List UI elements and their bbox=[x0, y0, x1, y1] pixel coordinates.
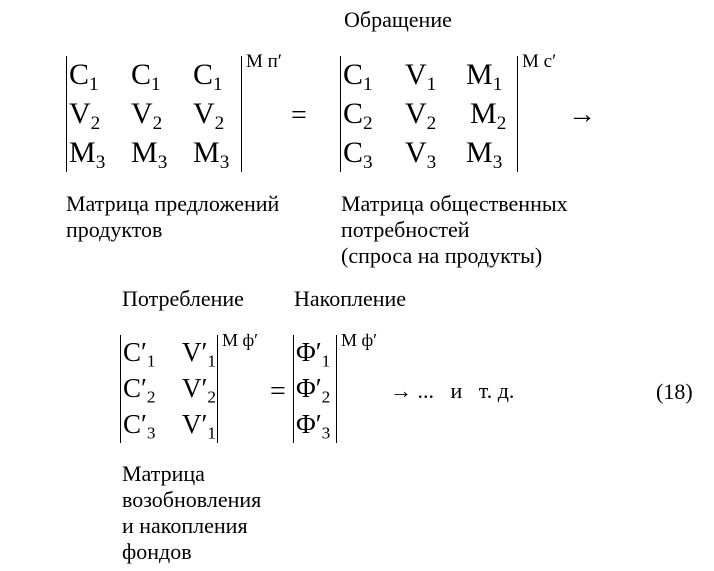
renewal-matrix-caption-line: Матрица bbox=[122, 461, 205, 486]
accumulation-matrix-superscript: М ф′ bbox=[341, 330, 378, 350]
circulation-heading: Обращение bbox=[344, 7, 452, 32]
matrix-cell: $M_3$ bbox=[131, 136, 168, 174]
matrix-cell: $V_2$ bbox=[131, 97, 163, 135]
matrix-cell: $C'_1$ bbox=[123, 337, 156, 371]
continuation-text: → ... и т. д. bbox=[390, 378, 515, 403]
renewal-matrix-right-bar bbox=[217, 335, 218, 443]
consumption-heading: Потребление bbox=[122, 286, 244, 311]
renewal-matrix-caption-line: возобновления bbox=[122, 487, 262, 512]
supply-matrix bbox=[66, 56, 242, 172]
equation-number: (18) bbox=[656, 379, 693, 404]
matrix-cell: $C_1$ bbox=[69, 58, 99, 96]
supply-matrix-superscript: М п′ bbox=[246, 51, 282, 72]
demand-matrix-left-bar bbox=[340, 56, 341, 172]
equals-sign: = bbox=[291, 100, 307, 131]
matrix-cell: $C_1$ bbox=[131, 58, 161, 96]
matrix-cell: $\Phi'_3$ bbox=[296, 409, 331, 443]
matrix-cell: $M_1$ bbox=[466, 58, 503, 96]
demand-matrix-caption-line: Матрица общественных bbox=[341, 191, 568, 216]
matrix-cell: $C_1$ bbox=[343, 58, 373, 96]
matrix-cell: $\Phi'_1$ bbox=[296, 337, 331, 371]
matrix-cell: $V_1$ bbox=[405, 58, 437, 96]
supply-matrix-caption-line: Матрица предложений bbox=[66, 191, 280, 216]
equals-sign: = bbox=[270, 376, 286, 407]
demand-matrix-caption-line: (спроса на продукты) bbox=[341, 243, 543, 268]
supply-matrix-right-bar bbox=[241, 56, 242, 172]
matrix-cell: $M_2$ bbox=[470, 97, 507, 135]
accumulation-matrix-left-bar bbox=[293, 335, 294, 443]
renewal-matrix-caption-line: фондов bbox=[122, 539, 192, 564]
accumulation-heading: Накопление bbox=[294, 286, 407, 311]
demand-matrix-caption-line: потребностей bbox=[341, 217, 470, 242]
matrix-cell: $C'_3$ bbox=[123, 409, 156, 443]
matrix-cell: $V'_2$ bbox=[182, 373, 217, 407]
supply-matrix-left-bar bbox=[66, 56, 67, 172]
matrix-cell: $M_3$ bbox=[193, 136, 230, 174]
matrix-cell: $C_1$ bbox=[193, 58, 223, 96]
accumulation-matrix bbox=[293, 335, 337, 443]
matrix-cell: $V_3$ bbox=[405, 136, 437, 174]
matrix-cell: $C_3$ bbox=[343, 136, 373, 174]
demand-matrix-right-bar bbox=[517, 56, 518, 172]
renewal-matrix-caption-line: и накопления bbox=[122, 513, 248, 538]
renewal-matrix bbox=[120, 335, 218, 443]
demand-matrix-superscript: М с′ bbox=[522, 51, 557, 72]
matrix-cell: $C_2$ bbox=[343, 97, 373, 135]
supply-matrix-caption-line: продуктов bbox=[66, 217, 163, 242]
matrix-cell: $V'_1$ bbox=[182, 337, 217, 371]
demand-matrix bbox=[340, 56, 518, 172]
matrix-cell: $V_2$ bbox=[405, 97, 437, 135]
matrix-cell: $V_2$ bbox=[193, 97, 225, 135]
matrix-cell: $M_3$ bbox=[466, 136, 503, 174]
renewal-matrix-superscript: М ф′ bbox=[222, 330, 259, 350]
matrix-cell: $M_3$ bbox=[69, 136, 106, 174]
renewal-matrix-left-bar bbox=[120, 335, 121, 443]
arrow-right: → bbox=[568, 99, 596, 130]
matrix-cell: $\Phi'_2$ bbox=[296, 373, 331, 407]
accumulation-matrix-right-bar bbox=[336, 335, 337, 443]
matrix-cell: $C'_2$ bbox=[123, 373, 156, 407]
matrix-cell: $V'_1$ bbox=[182, 409, 217, 443]
matrix-cell: $V_2$ bbox=[69, 97, 101, 135]
